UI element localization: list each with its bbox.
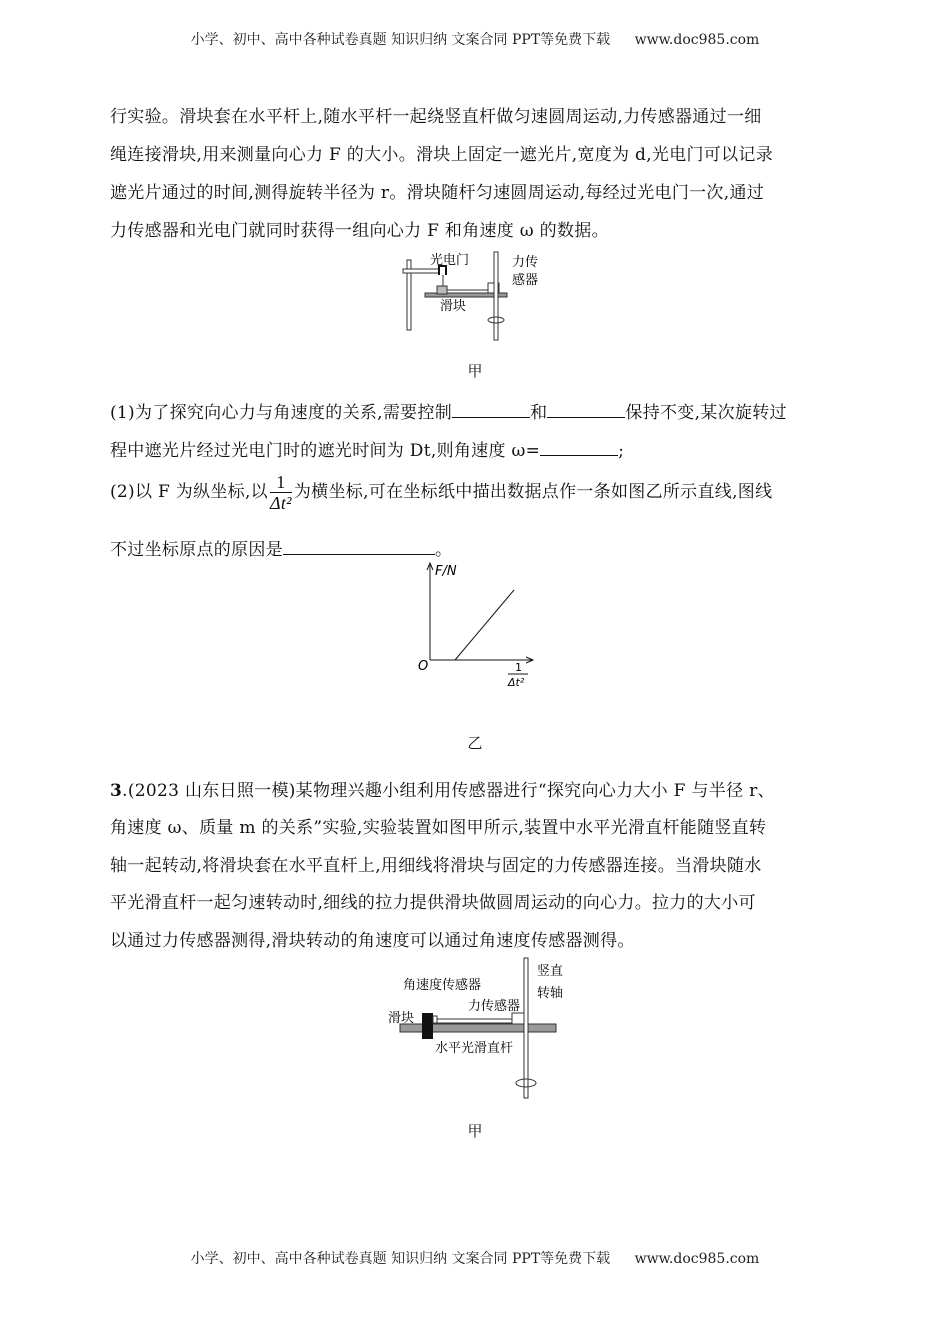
question-number: 3 [110, 781, 123, 801]
fraction [270, 472, 292, 513]
q3-line: 轴一起转动,将滑块套在水平直杆上,用细线将滑块与固定的力传感器连接。当滑块随水 [110, 856, 762, 876]
page-footer [0, 1248, 950, 1268]
answer-blank[interactable] [547, 403, 625, 418]
part1-line1 [110, 398, 787, 423]
text: 保持不变,某次旋转过 [625, 403, 787, 423]
part2-line2 [110, 535, 452, 560]
label-vertical-axis-2: 转轴 [537, 986, 564, 1001]
y-label: F/N [435, 564, 457, 579]
answer-blank[interactable] [452, 403, 530, 418]
label-slider: 滑块 [440, 299, 467, 314]
figure-apparatus-1 [400, 248, 560, 348]
header-text: 小学、初中、高中各种试卷真题 知识归纳 文案合同 PPT等免费下载 [190, 32, 611, 48]
part2-line1 [110, 472, 772, 513]
q3-line: 角速度 ω、质量 m 的关系”实验,实验装置如图甲所示,装置中水平光滑直杆能随竖直转 [110, 818, 767, 838]
part1-line2 [110, 436, 624, 461]
x-label-den: Δt² [508, 676, 525, 689]
label-force-sensor: 力传 [512, 255, 539, 270]
header-link[interactable]: www.doc985.com [634, 32, 760, 48]
text: 。 [435, 540, 453, 560]
intro-line: 力传感器和光电门就同时获得一组向心力 F 和角速度 ω 的数据。 [110, 221, 609, 241]
answer-blank[interactable] [540, 441, 618, 456]
label-rod: 水平光滑直杆 [435, 1041, 514, 1056]
text: (1)为了探究向心力与角速度的关系,需要控制 [110, 403, 453, 423]
text: (2)以 F 为纵坐标,以 [110, 482, 268, 502]
label-force-sensor-2: 感器 [512, 273, 539, 288]
data-line [455, 590, 514, 660]
origin-label: O [418, 659, 429, 674]
text: 程中遮光片经过光电门时的遮光时间为 Dt,则角速度 ω= [110, 441, 541, 461]
graph-f-vs-inv-dt2 [410, 560, 540, 690]
footer-text: 小学、初中、高中各种试卷真题 知识归纳 文案合同 PPT等免费下载 [190, 1251, 611, 1267]
q3-line: 平光滑直杆一起匀速转动时,细线的拉力提供滑块做圆周运动的向心力。拉力的大小可 [110, 893, 756, 913]
q3-line [110, 776, 775, 801]
text: .(2023 山东日照一模)某物理兴趣小组利用传感器进行“探究向心力大小 F 与半径 r、 [122, 781, 775, 801]
figure-apparatus-2 [370, 955, 580, 1110]
text: 不过坐标原点的原因是 [110, 540, 283, 560]
intro-line: 遮光片通过的时间,测得旋转半径为 r。滑块随杆匀速圆周运动,每经过光电门一次,通过 [110, 183, 765, 203]
x-label-num: 1 [515, 661, 522, 674]
label-photogate: 光电门 [430, 253, 470, 268]
intro-line: 绳连接滑块,用来测量向心力 F 的大小。滑块上固定一遮光片,宽度为 d,光电门可以记录 [110, 145, 773, 165]
intro-line: 行实验。滑块套在水平杆上,随水平杆一起绕竖直杆做匀速圆周运动,力传感器通过一细 [110, 107, 762, 127]
q3-line: 以通过力传感器测得,滑块转动的角速度可以通过角速度传感器测得。 [110, 931, 635, 951]
label-angular-sensor: 角速度传感器 [403, 978, 482, 993]
answer-blank[interactable] [283, 540, 435, 555]
fraction-num: 1 [270, 472, 292, 493]
label-force-sensor: 力传感器 [468, 999, 521, 1014]
page-header [0, 29, 950, 49]
text: 为横坐标,可在坐标纸中描出数据点作一条如图乙所示直线,图线 [293, 482, 773, 502]
label-slider: 滑块 [388, 1011, 415, 1026]
fraction-den: Δt² [270, 493, 292, 513]
footer-link[interactable]: www.doc985.com [634, 1251, 760, 1267]
figure-caption: 甲 [467, 1122, 483, 1140]
label-vertical-axis: 竖直 [537, 964, 564, 979]
text: ; [618, 441, 625, 461]
text: 和 [530, 403, 548, 423]
figure-caption: 乙 [467, 734, 483, 752]
figure-caption: 甲 [467, 362, 483, 380]
